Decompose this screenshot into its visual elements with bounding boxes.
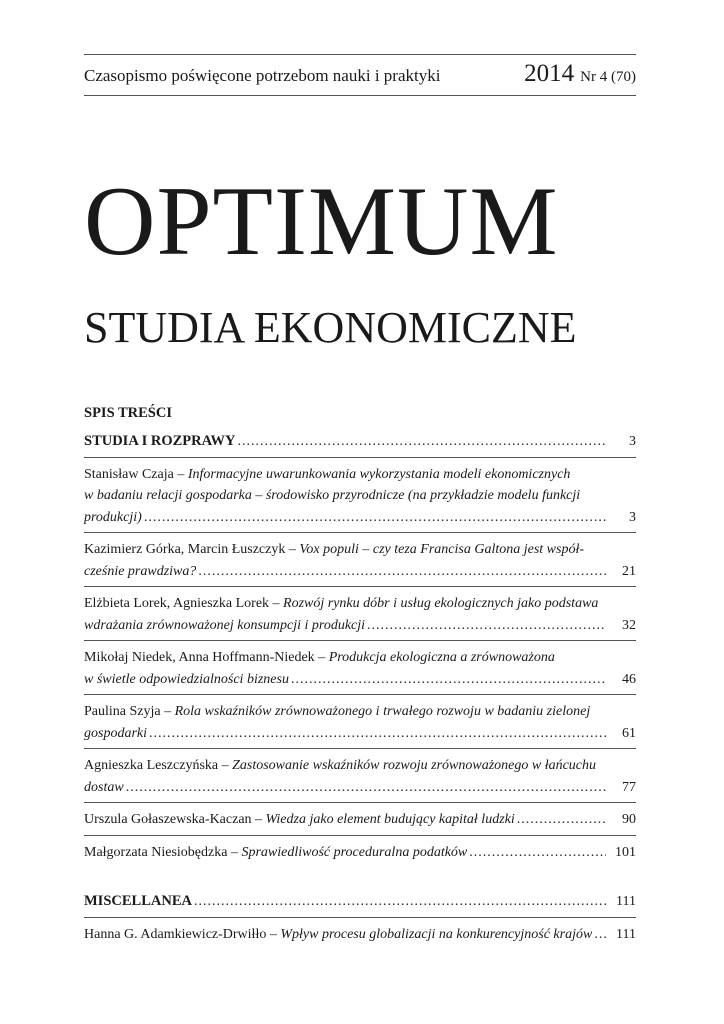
divider xyxy=(84,694,636,695)
entry-title: Zastosowanie wskaźników rozwoju zrównoważonego w łańcuchu xyxy=(232,758,597,773)
page-number: 101 xyxy=(615,844,636,860)
journal-tagline: Czasopismo poświęcone potrzebom nauki i praktyki xyxy=(84,66,441,85)
toc-entry[interactable] xyxy=(84,809,636,831)
dash: – xyxy=(177,466,185,482)
entry-title-cont: dostaw xyxy=(84,779,124,795)
issue-info xyxy=(524,60,636,88)
entry-authors: Stanisław Czaja xyxy=(84,466,174,482)
toc-entry[interactable] xyxy=(84,539,636,582)
dot-leader xyxy=(126,777,606,799)
entry-authors: Elżbieta Lorek, Agnieszka Lorek xyxy=(84,596,270,611)
toc-entry[interactable] xyxy=(84,924,636,946)
entry-title-cont: w świetle odpowiedzialności biznesu xyxy=(84,671,289,687)
entry-title: Produkcja ekologiczna a zrównoważona xyxy=(328,650,555,665)
entry-title: Wiedza jako element budujący kapitał ludzki xyxy=(265,812,515,827)
page-number: 3 xyxy=(629,434,636,449)
entry-title-cont: cześnie prawdziwa? xyxy=(84,563,197,579)
dash: – xyxy=(269,926,277,942)
page-number: 90 xyxy=(622,812,636,827)
dot-leader xyxy=(149,723,606,745)
section-label: STUDIA I ROZPRAWY xyxy=(84,433,236,449)
divider xyxy=(84,532,636,533)
divider xyxy=(84,835,636,836)
page-number: 61 xyxy=(622,725,636,741)
entry-title: Wpływ procesu globalizacji na konkurencyjność krajów xyxy=(280,926,593,942)
entry-title: Rozwój rynku dóbr i usług ekologicznych jako podstawa xyxy=(283,596,599,611)
journal-header xyxy=(84,60,636,90)
toc-section-miscellanea[interactable] xyxy=(84,891,636,913)
header-rule xyxy=(84,95,636,96)
toc-entry[interactable] xyxy=(84,647,636,690)
page-number: 21 xyxy=(622,563,636,579)
dot-leader xyxy=(594,924,606,946)
toc-entry[interactable] xyxy=(84,464,636,529)
toc-heading: SPIS TREŚCI xyxy=(84,405,172,421)
journal-title: OPTIMUM xyxy=(84,167,559,276)
toc-entry[interactable] xyxy=(84,701,636,744)
dot-leader xyxy=(237,431,606,453)
top-rule xyxy=(84,54,636,55)
entry-authors: Mikołaj Niedek, Anna Hoffmann-Niedek xyxy=(84,650,315,665)
issue-year: 2014 xyxy=(524,60,575,87)
dot-leader xyxy=(291,669,606,691)
toc-entry[interactable] xyxy=(84,755,636,798)
dot-leader xyxy=(517,809,606,831)
dash: – xyxy=(318,650,326,665)
dot-leader xyxy=(198,561,606,583)
toc-entry[interactable] xyxy=(84,842,636,864)
divider xyxy=(84,748,636,749)
journal-subtitle: STUDIA EKONOMICZNE xyxy=(84,303,577,352)
page-number: 3 xyxy=(629,509,636,525)
toc-section-studia[interactable] xyxy=(84,431,636,453)
issue-number: Nr 4 (70) xyxy=(580,69,636,85)
entry-title: Sprawiedliwość proceduralna podatków xyxy=(241,844,468,860)
divider xyxy=(84,640,636,641)
dot-leader xyxy=(367,615,606,637)
entry-title-cont: w badaniu relacji gospodarka – środowisko przyrodnicze (na przykładzie modelu funkcji xyxy=(84,488,581,503)
entry-title: Informacyjne uwarunkowania wykorzystania modeli ekonomicznych xyxy=(187,466,571,482)
entry-authors: Małgorzata Niesiobędzka xyxy=(84,844,228,860)
page-number: 32 xyxy=(622,617,636,633)
table-of-contents xyxy=(84,405,636,945)
page-number: 111 xyxy=(616,926,636,942)
dash: – xyxy=(221,758,229,773)
dot-leader xyxy=(469,842,606,864)
dash: – xyxy=(272,596,280,611)
entry-authors: Hanna G. Adamkiewicz-Drwiłło xyxy=(84,926,267,942)
page-number: 77 xyxy=(622,779,636,795)
dash: – xyxy=(288,542,296,557)
toc-entry[interactable] xyxy=(84,593,636,636)
dash: – xyxy=(164,704,172,719)
dash: – xyxy=(230,844,238,860)
entry-authors: Urszula Gołaszewska-Kaczan xyxy=(84,812,252,827)
entry-title: Vox populi – czy teza Francisa Galtona jest współ- xyxy=(299,542,585,557)
divider xyxy=(84,586,636,587)
entry-title: Rola wskaźników zrównoważonego i trwałego rozwoju w badaniu zielonej xyxy=(174,704,591,719)
divider xyxy=(84,917,636,918)
entry-authors: Agnieszka Leszczyńska xyxy=(84,758,219,773)
section-label: MISCELLANEA xyxy=(84,893,192,909)
divider xyxy=(84,802,636,803)
divider xyxy=(84,457,636,458)
dot-leader xyxy=(194,891,606,913)
page-number: 46 xyxy=(622,671,636,687)
entry-authors: Kazimierz Górka, Marcin Łuszczyk xyxy=(84,542,286,557)
dot-leader xyxy=(144,507,606,529)
entry-authors: Paulina Szyja xyxy=(84,704,161,719)
page-number: 111 xyxy=(616,894,636,909)
entry-title-cont: produkcji) xyxy=(84,509,142,525)
entry-title-cont: wdrażania zrównoważonej konsumpcji i produkcji xyxy=(84,617,366,633)
entry-title-cont: gospodarki xyxy=(84,725,147,741)
dash: – xyxy=(255,812,263,827)
